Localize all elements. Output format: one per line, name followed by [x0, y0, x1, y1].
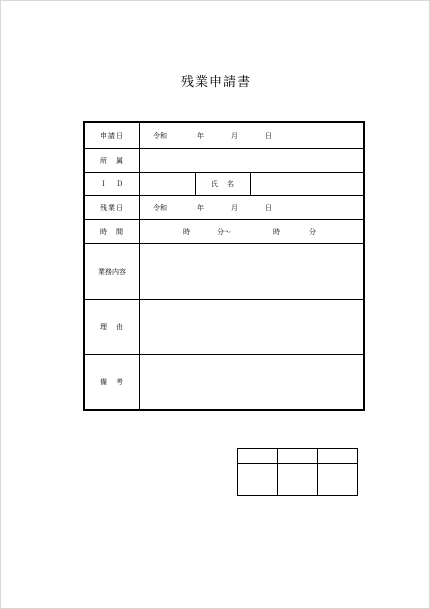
id-row	[85, 173, 363, 196]
start-minute-unit: 分～	[217, 227, 231, 236]
department-label: 所 属	[85, 149, 140, 172]
overtime-date-year: 年	[197, 203, 204, 212]
reason-field[interactable]	[141, 300, 363, 354]
apply-date-year: 年	[197, 131, 204, 140]
work-content-label: 業務内容	[85, 244, 140, 299]
reason-row	[85, 300, 363, 355]
id-field[interactable]	[141, 173, 195, 195]
stamp-divider	[317, 449, 318, 495]
overtime-date-row	[85, 196, 363, 220]
department-field[interactable]	[141, 149, 363, 172]
time-row	[85, 220, 363, 244]
apply-date-label: 申請日	[85, 123, 140, 148]
name-label: 氏 名	[211, 180, 235, 188]
apply-date-row	[85, 123, 363, 149]
start-hour-unit: 時	[183, 227, 190, 236]
approval-stamp-box	[237, 448, 358, 496]
reason-label: 理 由	[85, 300, 140, 354]
remarks-label: 備 考	[85, 355, 140, 409]
time-label: 時 間	[85, 220, 140, 243]
id-label: Ｉ Ｄ	[85, 173, 140, 195]
end-hour-unit: 時	[273, 227, 280, 236]
apply-date-era: 令和	[153, 131, 167, 140]
overtime-date-day: 日	[265, 203, 272, 212]
overtime-form	[83, 121, 365, 411]
document-title: 残業申請書	[180, 75, 251, 90]
overtime-date-era: 令和	[153, 203, 167, 212]
apply-date-day: 日	[265, 131, 272, 140]
name-field[interactable]	[251, 173, 363, 195]
stamp-header-row	[238, 449, 357, 464]
department-row	[85, 149, 363, 173]
stamp-divider	[277, 449, 278, 495]
overtime-date-month: 月	[231, 203, 238, 212]
remarks-row	[85, 355, 363, 409]
apply-date-month: 月	[231, 131, 238, 140]
overtime-date-label: 残業日	[85, 196, 140, 219]
work-content-row	[85, 244, 363, 300]
remarks-field[interactable]	[141, 355, 363, 409]
work-content-field[interactable]	[141, 244, 363, 299]
end-minute-unit: 分	[309, 227, 316, 236]
